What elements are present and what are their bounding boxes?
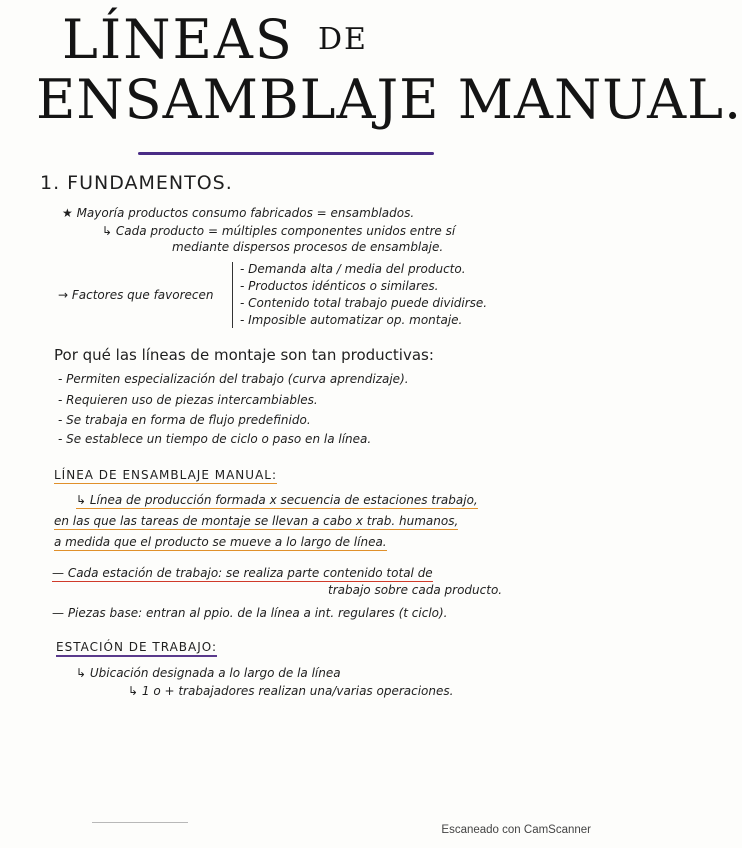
section-heading-porque: Por qué las líneas de montaje son tan productivas: (54, 346, 434, 364)
title-line-2: ENSAMBLAJE MANUAL. (36, 68, 742, 131)
factores-label: → Factores que favorecen (58, 288, 214, 302)
note-line: mediante dispersos procesos de ensamblaje. (172, 240, 444, 254)
title-word-de: DE (318, 22, 368, 57)
note-line: ↳ Ubicación designada a lo largo de la línea (76, 666, 341, 680)
section-heading-estacion (56, 640, 217, 654)
scanner-watermark: Escaneado con CamScanner (441, 824, 591, 836)
highlighted-text: ↳ Línea de producción formada x secuencia de estaciones trabajo, (76, 493, 478, 507)
list-item: - Productos idénticos o similares. (240, 279, 439, 293)
list-item: - Se establece un tiempo de ciclo o paso en la línea. (58, 432, 372, 446)
section-heading-fundamentos: 1. FUNDAMENTOS. (40, 172, 233, 194)
list-item: - Contenido total trabajo puede dividirse. (240, 296, 488, 310)
note-line (52, 566, 433, 580)
note-line: ↳ 1 o + trabajadores realizan una/varias operaciones. (128, 684, 454, 698)
note-line: — Piezas base: entran al ppio. de la línea a int. regulares (t ciclo). (52, 606, 448, 620)
highlighted-text: a medida que el producto se mueve a lo largo de línea. (54, 535, 387, 549)
title-underline (138, 152, 434, 155)
title-line-1: LÍNEAS (62, 8, 294, 71)
note-line (54, 514, 458, 528)
list-item: - Demanda alta / media del producto. (240, 262, 466, 276)
note-line: ↳ Cada producto = múltiples componentes unidos entre sí (102, 224, 456, 238)
note-line (54, 535, 387, 549)
footer-divider (92, 822, 188, 823)
list-item: - Requieren uso de piezas intercambiables. (58, 393, 318, 407)
list-item: - Se trabaja en forma de flujo predefinido. (58, 413, 311, 427)
list-item: - Imposible automatizar op. montaje. (240, 313, 463, 327)
section-heading-linea (54, 468, 277, 482)
note-line: ★ Mayoría productos consumo fabricados = ensamblados. (62, 206, 415, 220)
note-line (76, 493, 478, 507)
section-heading-linea-text: LÍNEA DE ENSAMBLAJE MANUAL: (54, 468, 278, 482)
note-line: trabajo sobre cada producto. (328, 583, 503, 597)
section-heading-estacion-text: ESTACIÓN DE TRABAJO: (56, 640, 217, 657)
highlighted-text: — Cada estación de trabajo: se realiza parte contenido total de (52, 566, 433, 580)
list-item: - Permiten especialización del trabajo (curva aprendizaje). (58, 372, 409, 386)
highlighted-text: en las que las tareas de montaje se llevan a cabo x trab. humanos, (54, 514, 459, 528)
